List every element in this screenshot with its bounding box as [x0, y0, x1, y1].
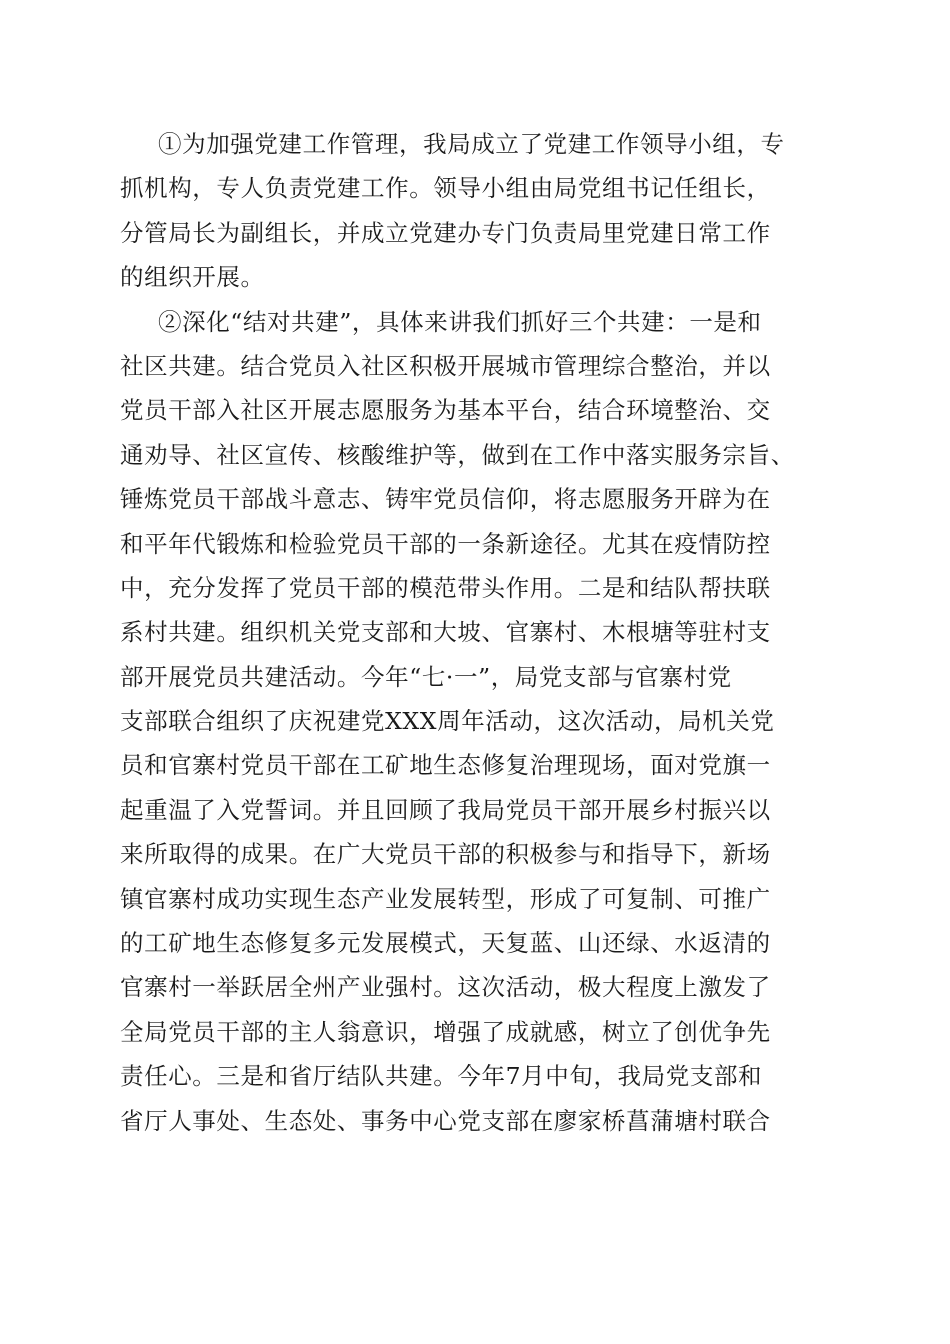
text-line: 锤炼党员干部战斗意志、铸牢党员信仰，将志愿服务开辟为在 [120, 485, 771, 514]
paragraph-party-management [120, 122, 830, 300]
text-line: 责任心。三是和省厅结队共建。今年7月中旬，我局党支部和 [120, 1062, 763, 1091]
text-line: 起重温了入党誓词。并且回顾了我局党员干部开展乡村振兴以 [120, 795, 771, 824]
text-line: 镇官寨村成功实现生态产业发展转型，形成了可复制、可推广 [120, 884, 771, 913]
text-line: 省厅人事处、生态处、事务中心党支部在廖家桥菖蒲塘村联合 [120, 1106, 771, 1135]
text-line: 系村共建。组织机关党支部和大坡、官寨村、木根塘等驻村支 [120, 618, 771, 647]
text-line: ②深化“结对共建”，具体来讲我们抓好三个共建：一是和 [158, 307, 762, 336]
paragraph-joint-building [120, 300, 830, 1143]
text-line: 中，充分发挥了党员干部的模范带头作用。二是和结队帮扶联 [120, 573, 771, 602]
text-line: 来所取得的成果。在广大党员干部的积极参与和指导下，新场 [120, 840, 771, 869]
text-line: 抓机构，专人负责党建工作。领导小组由局党组书记任组长， [120, 174, 771, 203]
text-line: 社区共建。结合党员入社区积极开展城市管理综合整治，并以 [120, 351, 771, 380]
text-line: 和平年代锻炼和检验党员干部的一条新途径。尤其在疫情防控 [120, 529, 771, 558]
text-line: 支部联合组织了庆祝建党XXX周年活动，这次活动，局机关党 [120, 707, 775, 736]
document-body [120, 122, 830, 1143]
text-line: 的工矿地生态修复多元发展模式，天复蓝、山还绿、水返清的 [120, 929, 771, 958]
text-line: 全局党员干部的主人翁意识，增强了成就感，树立了创优争先 [120, 1017, 771, 1046]
text-line: 党员干部入社区开展志愿服务为基本平台，结合环境整治、交 [120, 396, 771, 425]
text-line: 员和官寨村党员干部在工矿地生态修复治理现场，面对党旗一 [120, 751, 771, 780]
text-line: ①为加强党建工作管理，我局成立了党建工作领导小组，专 [158, 130, 785, 158]
text-line: 的组织开展。 [120, 263, 265, 292]
text-line: 通劝导、社区宣传、核酸维护等，做到在工作中落实服务宗旨、 [120, 440, 795, 469]
text-line: 官寨村一举跃居全州产业强村。这次活动，极大程度上激发了 [120, 973, 771, 1002]
text-line: 部开展党员共建活动。今年“七·一”，局党支部与官寨村党 [120, 662, 732, 691]
text-line: 分管局长为副组长，并成立党建办专门负责局里党建日常工作 [120, 218, 771, 247]
